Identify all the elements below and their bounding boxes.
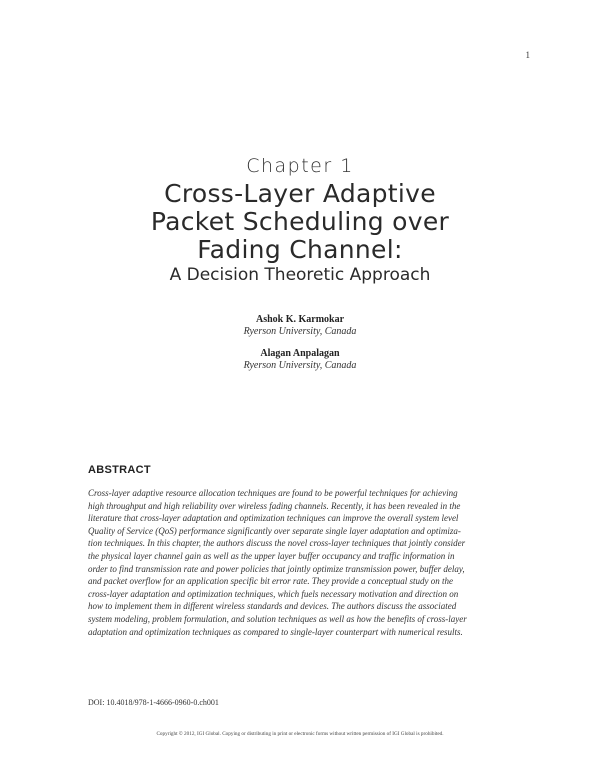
abstract-line: Cross-layer adaptive resource allocation techniques are found to be powerful techniques for achieving xyxy=(88,488,458,498)
doi: DOI: 10.4018/978-1-4666-0960-0.ch001 xyxy=(88,698,219,707)
author-name: Ashok K. Karmokar xyxy=(255,314,345,325)
abstract-line: Quality of Service (QoS) performance significantly over separate single layer adaptation and optimiza- xyxy=(88,525,461,536)
abstract-line: cross-layer adaptation and optimization techniques, which fuels necessary motivation and direction on xyxy=(88,588,459,599)
abstract-line: high throughput and high reliability over wireless fading channels. Recently, it has been revealed in the xyxy=(88,500,461,511)
author-affiliation: Ryerson University, Canada xyxy=(243,326,357,337)
chapter-subtitle: A Decision Theoretic Approach xyxy=(169,265,431,285)
abstract-line: how to implement them in different wireless standards and devices. The authors discuss the associated xyxy=(88,601,457,612)
abstract-line: tion techniques. In this chapter, the authors discuss the novel cross-layer techniques that jointly consider xyxy=(88,538,466,549)
title-line: Cross-Layer Adaptive xyxy=(164,179,436,208)
author-block xyxy=(0,314,600,338)
author-name: Alagan Anpalagan xyxy=(260,348,340,359)
abstract-line: and packet overflow for an application specific bit error rate. They provide a conceptual study on the xyxy=(88,576,454,587)
abstract-line: literature that cross-layer adaptation and optimization techniques can improve the overall system level xyxy=(88,513,459,524)
abstract-line: adaptation and optimization techniques as compared to single-layer counterpart with numerical results. xyxy=(88,626,463,637)
title-line: Fading Channel: xyxy=(197,235,403,264)
abstract-line: the physical layer channel gain as well as the upper layer buffer occupancy and traffic information in xyxy=(88,550,455,561)
title-line: Packet Scheduling over xyxy=(150,207,450,236)
abstract-heading: ABSTRACT xyxy=(88,464,151,476)
author-affiliation: Ryerson University, Canada xyxy=(243,360,357,371)
page-number: 1 xyxy=(525,50,530,60)
chapter-title xyxy=(0,180,600,264)
author-block xyxy=(0,348,600,372)
chapter-label: Chapter 1 xyxy=(246,155,354,177)
abstract-line: system modeling, problem formulation, and solution techniques as well as how the benefits of cross-layer xyxy=(88,613,467,624)
abstract-line: order to find transmission rate and power policies that jointly optimize transmission power, buffer delay, xyxy=(88,563,465,574)
abstract-body xyxy=(88,487,529,638)
copyright-notice: Copyright © 2012, IGI Global. Copying or distributing in print or electronic forms without written permission of IGI Global is prohibited. xyxy=(156,731,444,737)
